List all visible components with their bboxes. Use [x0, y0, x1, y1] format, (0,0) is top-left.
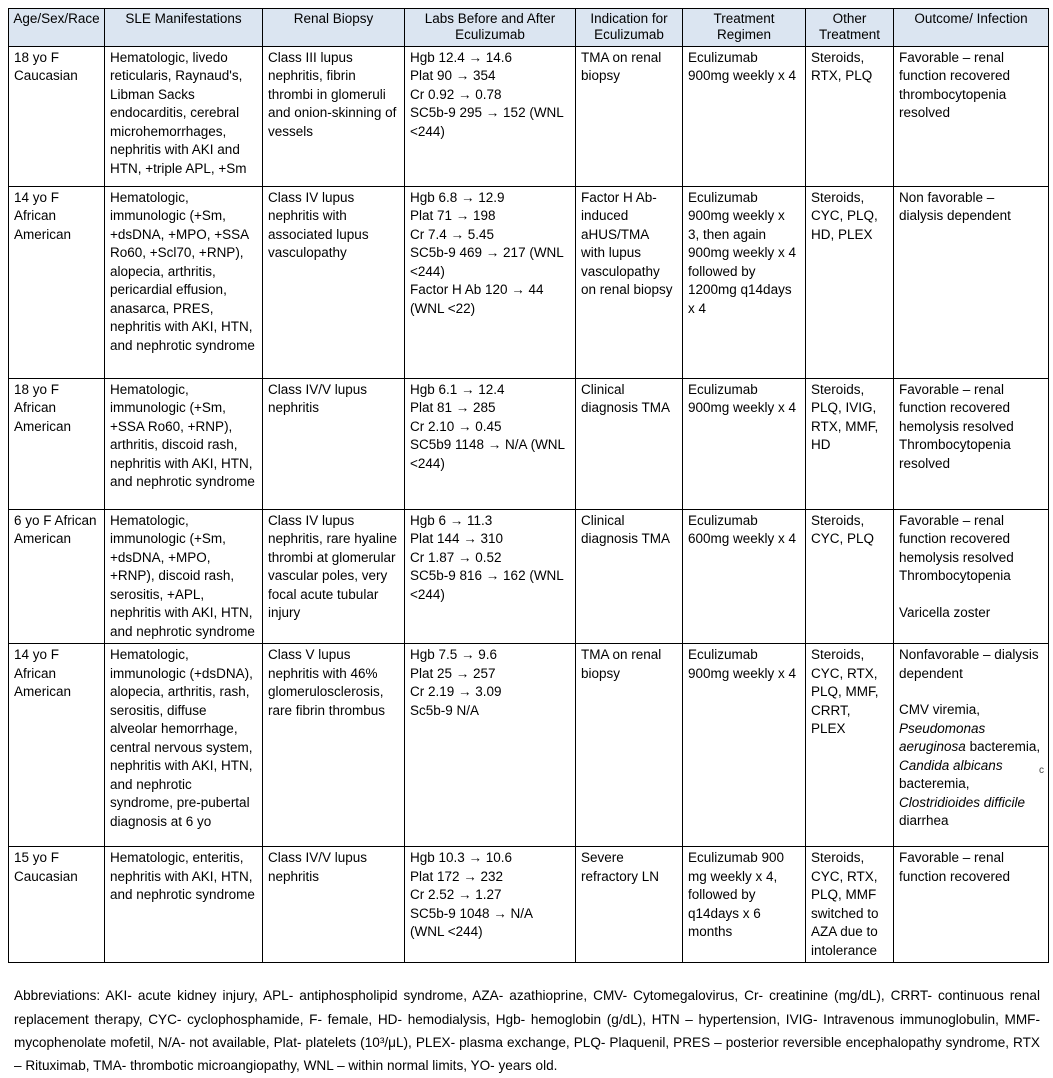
table-cell: Non favorable – dialysis dependent: [894, 186, 1049, 378]
table-row: [9, 847, 1049, 963]
table-cell: Steroids, RTX, PLQ: [806, 46, 894, 186]
table-cell: Class V lupus nephritis with 46% glomerulosclerosis, rare fibrin thrombus: [263, 644, 405, 847]
table-cell: 18 yo F Caucasian: [9, 46, 105, 186]
column-header: Age/Sex/Race: [9, 9, 105, 47]
table-row: [9, 46, 1049, 186]
table-cell: Favorable – renal function recovered hemolysis resolved Thrombocytopenia Varicella zoster: [894, 509, 1049, 643]
table-cell: Hgb 6.1 → 12.4 Plat 81 → 285 Cr 2.10 → 0.45 SC5b9 1148 → N/A (WNL <244): [405, 378, 576, 509]
table-cell: Hgb 6.8 → 12.9 Plat 71 → 198 Cr 7.4 → 5.45 SC5b-9 469 → 217 (WNL <244) Factor H Ab 120 → 44 (WNL <22): [405, 186, 576, 378]
table-cell: Eculizumab 900mg weekly x 4: [683, 46, 806, 186]
table-cell: Steroids, CYC, PLQ: [806, 509, 894, 643]
table-cell: 18 yo F African American: [9, 378, 105, 509]
table-cell: Hgb 10.3 → 10.6 Plat 172 → 232 Cr 2.52 → 1.27 SC5b-9 1048 → N/A (WNL <244): [405, 847, 576, 963]
table-body: [9, 46, 1049, 962]
table-cell: Eculizumab 600mg weekly x 4: [683, 509, 806, 643]
table-cell: 14 yo F African American: [9, 644, 105, 847]
table-cell: 15 yo F Caucasian: [9, 847, 105, 963]
table-cell: TMA on renal biopsy: [576, 46, 683, 186]
table-row: [9, 644, 1049, 847]
table-cell: Severe refractory LN: [576, 847, 683, 963]
column-header: SLE Manifestations: [105, 9, 263, 47]
table-cell: Hgb 12.4 → 14.6 Plat 90 → 354 Cr 0.92 → 0.78 SC5b-9 295 → 152 (WNL <244): [405, 46, 576, 186]
table-cell: Steroids, CYC, RTX, PLQ, MMF switched to AZA due to intolerance: [806, 847, 894, 963]
table-cell: Class IV lupus nephritis with associated lupus vasculopathy: [263, 186, 405, 378]
table-cell: Clinical diagnosis TMA: [576, 509, 683, 643]
table-cell: Favorable – renal function recovered: [894, 847, 1049, 963]
table-cell: Favorable – renal function recovered thrombocytopenia resolved: [894, 46, 1049, 186]
header-row: [9, 9, 1049, 47]
table-cell: 6 yo F African American: [9, 509, 105, 643]
column-header: Outcome/ Infection: [894, 9, 1049, 47]
table-cell: Nonfavorable – dialysis dependent CMV viremia, Pseudomonas aeruginosa bacteremia, Candida albicans bacteremia, Clostridioides difficile diarrhea: [894, 644, 1049, 847]
table-cell: Hematologic, immunologic (+Sm, +dsDNA, +MPO, +RNP), discoid rash, serositis, +APL, nephritis with AKI, HTN, and nephrotic syndrome: [105, 509, 263, 643]
table-cell: Eculizumab 900mg weekly x 3, then again 900mg weekly x 4 followed by 1200mg q14days x 4: [683, 186, 806, 378]
table-cell: Steroids, PLQ, IVIG, RTX, MMF, HD: [806, 378, 894, 509]
column-header: Renal Biopsy: [263, 9, 405, 47]
table-cell: Steroids, CYC, RTX, PLQ, MMF, CRRT, PLEX: [806, 644, 894, 847]
table-cell: Class IV lupus nephritis, rare hyaline thrombi at glomerular vascular poles, very focal acute tubular injury: [263, 509, 405, 643]
table-cell: Steroids, CYC, PLQ, HD, PLEX: [806, 186, 894, 378]
column-header: Labs Before and After Eculizumab: [405, 9, 576, 47]
table-cell: Class IV/V lupus nephritis: [263, 847, 405, 963]
table-cell: Hematologic, enteritis, nephritis with AKI, HTN, and nephrotic syndrome: [105, 847, 263, 963]
table-cell: TMA on renal biopsy: [576, 644, 683, 847]
table-cell: Class III lupus nephritis, fibrin thrombi in glomeruli and onion-skinning of vessels: [263, 46, 405, 186]
table-cell: Hgb 7.5 → 9.6 Plat 25 → 257 Cr 2.19 → 3.09 Sc5b-9 N/A: [405, 644, 576, 847]
column-header: Indication for Eculizumab: [576, 9, 683, 47]
column-header: Other Treatment: [806, 9, 894, 47]
table-cell: Class IV/V lupus nephritis: [263, 378, 405, 509]
table-row: [9, 509, 1049, 643]
table-cell: Favorable – renal function recovered hemolysis resolved Thrombocytopenia resolved: [894, 378, 1049, 509]
table-cell: Hematologic, immunologic (+dsDNA), alopecia, arthritis, rash, serositis, diffuse alveolar hemorrhage, central nervous system, nephritis with AKI, HTN, and nephrotic syndrome, pre-pubertal diagnosis at 6 yo: [105, 644, 263, 847]
case-table: [8, 8, 1049, 963]
margin-note: c: [1039, 765, 1044, 776]
column-header: Treatment Regimen: [683, 9, 806, 47]
table-cell: 14 yo F African American: [9, 186, 105, 378]
table-cell: Eculizumab 900mg weekly x 4: [683, 644, 806, 847]
table-cell: Hematologic, livedo reticularis, Raynaud's, Libman Sacks endocarditis, cerebral microhemorrhages, nephritis with AKI and HTN, +triple APL, +Sm: [105, 46, 263, 186]
table-cell: Hematologic, immunologic (+Sm, +dsDNA, +MPO, +SSA Ro60, +Scl70, +RNP), alopecia, arthritis, pericardial effusion, anasarca, PRES, nephritis with AKI, HTN, and nephrotic syndrome: [105, 186, 263, 378]
table-row: [9, 186, 1049, 378]
table-cell: Clinical diagnosis TMA: [576, 378, 683, 509]
table-row: [9, 378, 1049, 509]
table-cell: Eculizumab 900 mg weekly x 4, followed by q14days x 6 months: [683, 847, 806, 963]
table-cell: Hgb 6 → 11.3 Plat 144 → 310 Cr 1.87 → 0.52 SC5b-9 816 → 162 (WNL <244): [405, 509, 576, 643]
table-cell: Hematologic, immunologic (+Sm, +SSA Ro60, +RNP), arthritis, discoid rash, nephritis with AKI, HTN, and nephrotic syndrome: [105, 378, 263, 509]
table-cell: Factor H Ab-induced aHUS/TMA with lupus vasculopathy on renal biopsy: [576, 186, 683, 378]
abbreviations-note: Abbreviations: AKI- acute kidney injury, APL- antiphospholipid syndrome, AZA- azathioprine, CMV- Cytomegalovirus, Cr- creatinine (mg/dL), CRRT- continuous renal replacement therapy, CYC- cyclophosphamide, F- female, HD- hemodialysis, Hgb- hemoglobin (g/dL), HTN – hypertension, IVIG- Intravenous immunoglobulin, MMF- mycophenolate mofetil, N/A- not available, Plat- platelets (10³/μL), PLEX- plasma exchange, PLQ- Plaquenil, PRES – posterior reversible encephalopathy syndrome, RTX – Rituximab, TMA- thrombotic microangiopathy, WNL – within normal limits, YO- years old.: [14, 988, 1040, 1074]
table-cell: Eculizumab 900mg weekly x 4: [683, 378, 806, 509]
